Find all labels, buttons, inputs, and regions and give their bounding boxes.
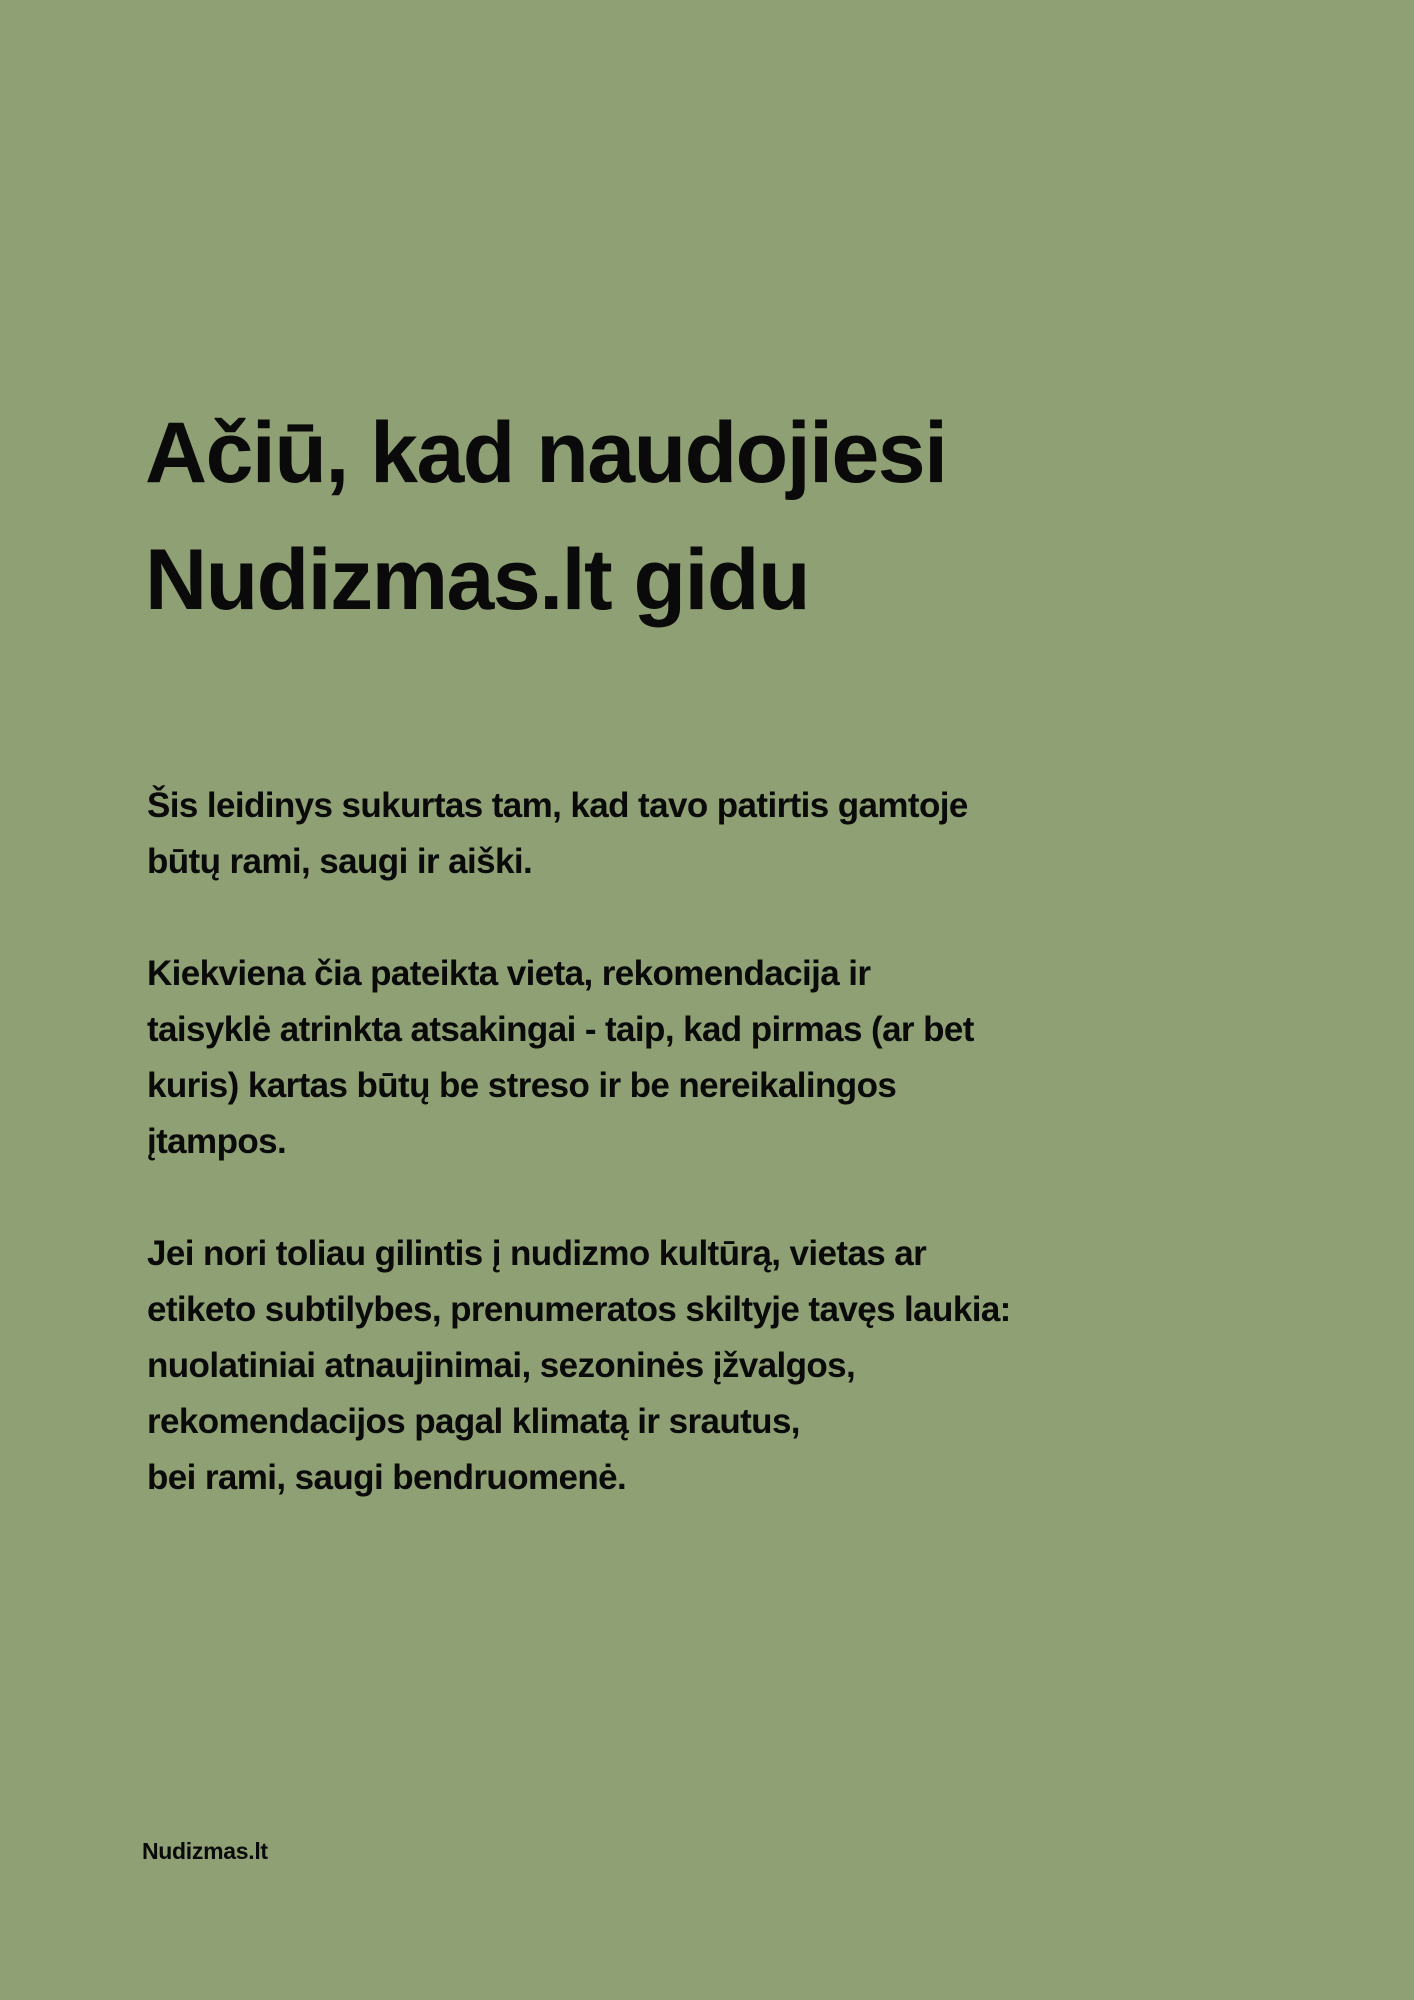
text-line: Šis leidinys sukurtas tam, kad tavo patirtis gamtoje — [147, 786, 968, 825]
page-title — [145, 390, 947, 644]
text-line: etiketo subtilybes, prenumeratos skiltyje tavęs laukia: — [147, 1290, 1011, 1329]
title-line: Ačiū, kad naudojiesi — [145, 405, 947, 501]
text-line: Jei nori toliau gilintis į nudizmo kultūrą, vietas ar — [147, 1234, 927, 1273]
footer-brand: Nudizmas.lt — [142, 1838, 268, 1864]
paragraph-intro — [147, 778, 1011, 890]
title-line: Nudizmas.lt gidu — [145, 532, 809, 628]
paragraph-selection — [147, 946, 1011, 1170]
text-line: nuolatiniai atnaujinimai, sezoninės įžvalgos, — [147, 1346, 856, 1385]
body-text — [147, 778, 1011, 1562]
paragraph-subscription — [147, 1226, 1011, 1506]
text-line: įtampos. — [147, 1122, 287, 1161]
text-line: rekomendacijos pagal klimatą ir srautus, — [147, 1402, 800, 1441]
text-line: būtų rami, saugi ir aiški. — [147, 842, 533, 881]
text-line: bei rami, saugi bendruomenė. — [147, 1458, 627, 1497]
text-line: kuris) kartas būtų be streso ir be nereikalingos — [147, 1066, 897, 1105]
text-line: taisyklė atrinkta atsakingai - taip, kad pirmas (ar bet — [147, 1010, 974, 1049]
text-line: Kiekviena čia pateikta vieta, rekomendacija ir — [147, 954, 871, 993]
